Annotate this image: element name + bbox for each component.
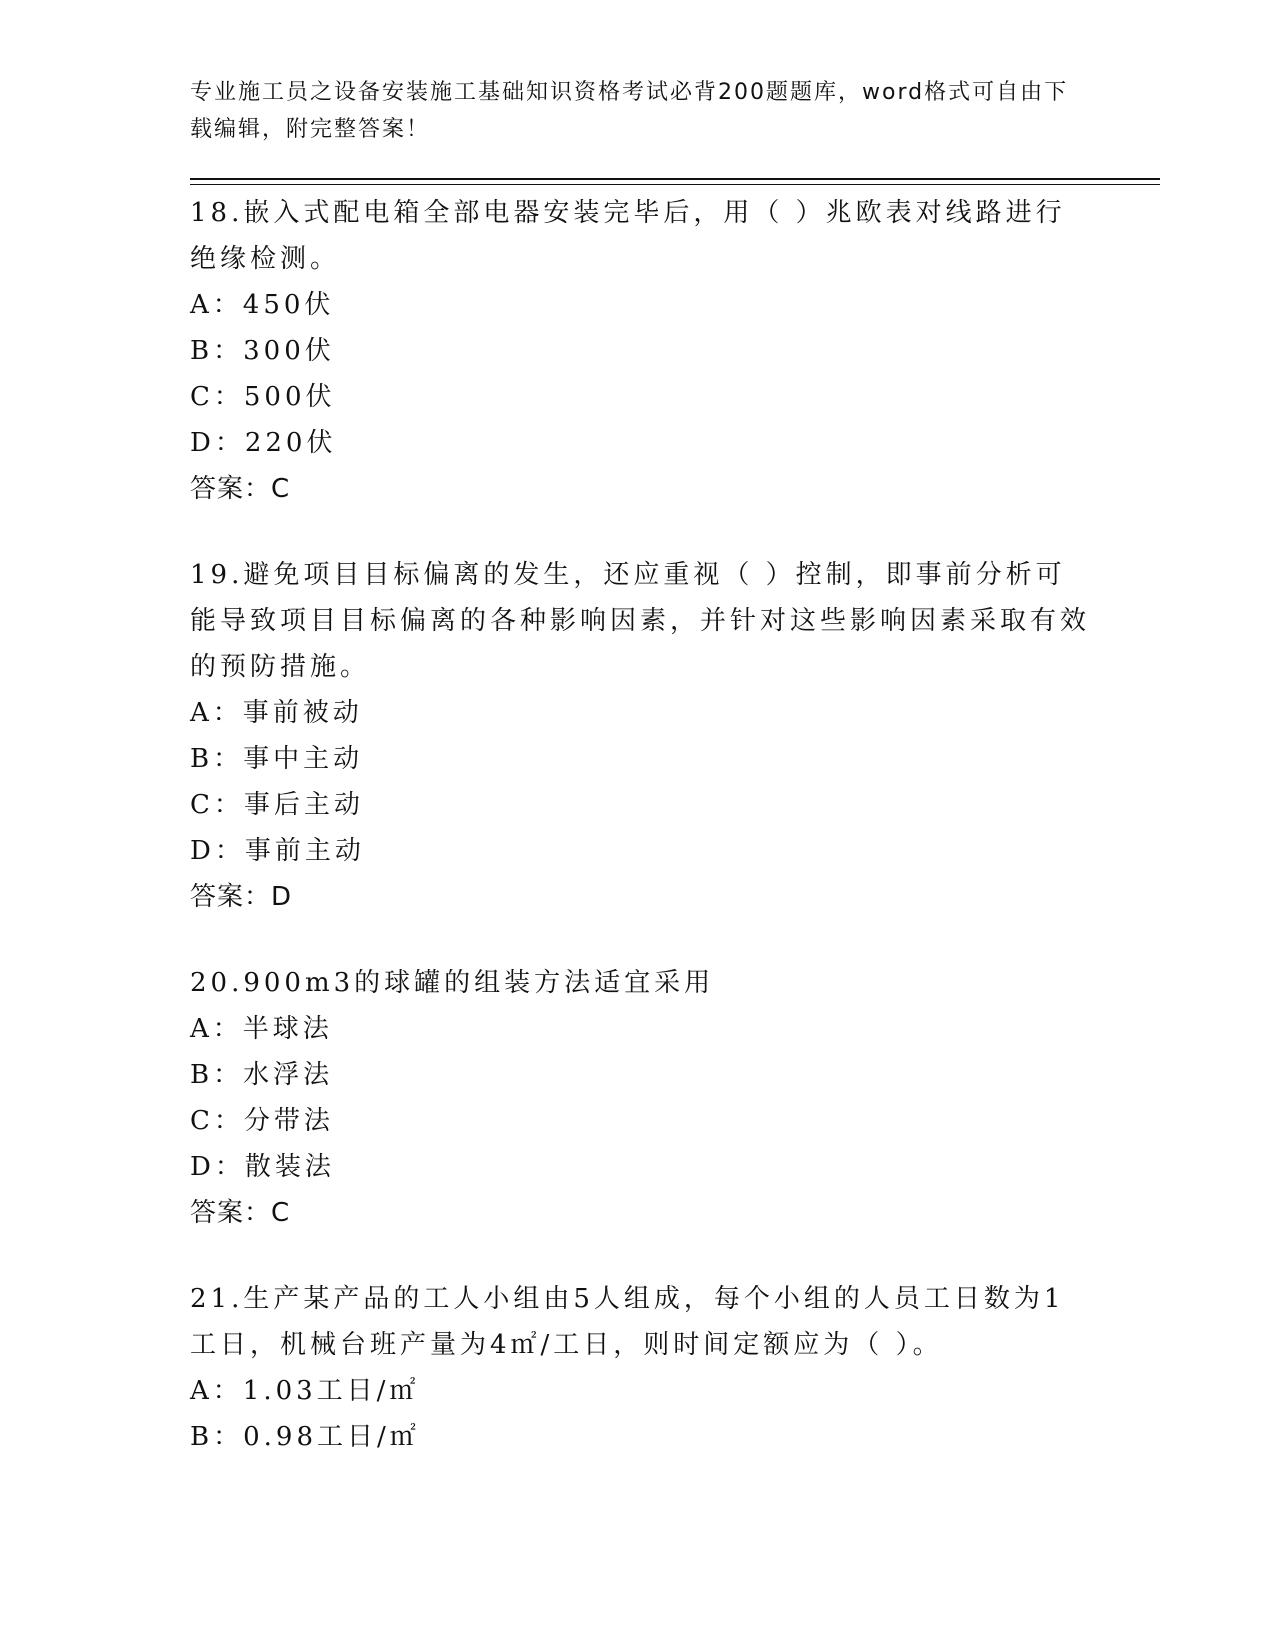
question-19 [190, 552, 1090, 920]
option-d: D：220伏 [190, 428, 337, 458]
option-d: D：事前主动 [190, 836, 365, 866]
answer: 答案：C [190, 1198, 291, 1228]
answer: 答案：D [190, 882, 293, 912]
option-a: A：半球法 [190, 1014, 333, 1044]
question-text: 21.生产某产品的工人小组由5人组成，每个小组的人员工日数为1工日，机械台班产量为4㎡/工日，则时间定额应为（ ）。 [190, 1284, 1065, 1360]
option-c: C：500伏 [190, 382, 336, 412]
question-20 [190, 960, 1090, 1236]
option-a: A：1.03工日/㎡ [190, 1376, 420, 1406]
question-18 [190, 190, 1090, 512]
option-b: B：300伏 [190, 336, 335, 366]
option-b: B：0.98工日/㎡ [190, 1422, 420, 1452]
option-b: B：水浮法 [190, 1060, 334, 1090]
question-text: 19.避免项目目标偏离的发生，还应重视（ ）控制，即事前分析可能导致项目目标偏离的各种影响因素，并针对这些影响因素采取有效的预防措施。 [190, 560, 1091, 682]
question-21 [190, 1276, 1090, 1460]
option-c: C：分带法 [190, 1106, 334, 1136]
option-a: A：450伏 [190, 290, 335, 320]
option-d: D：散装法 [190, 1152, 335, 1182]
header-divider-thick [190, 178, 1160, 180]
question-list [190, 190, 1090, 1500]
question-text: 20.900m3的球罐的组装方法适宜采用 [190, 968, 715, 998]
header-divider-thin [190, 184, 1160, 185]
option-b: B：事中主动 [190, 744, 364, 774]
option-a: A：事前被动 [190, 698, 363, 728]
option-c: C：事后主动 [190, 790, 364, 820]
document-header: 专业施工员之设备安装施工基础知识资格考试必背200题题库，word格式可自由下载编辑，附完整答案！ [190, 80, 1069, 142]
answer: 答案：C [190, 474, 291, 504]
question-text: 18.嵌入式配电箱全部电器安装完毕后，用（ ）兆欧表对线路进行绝缘检测。 [190, 198, 1066, 274]
